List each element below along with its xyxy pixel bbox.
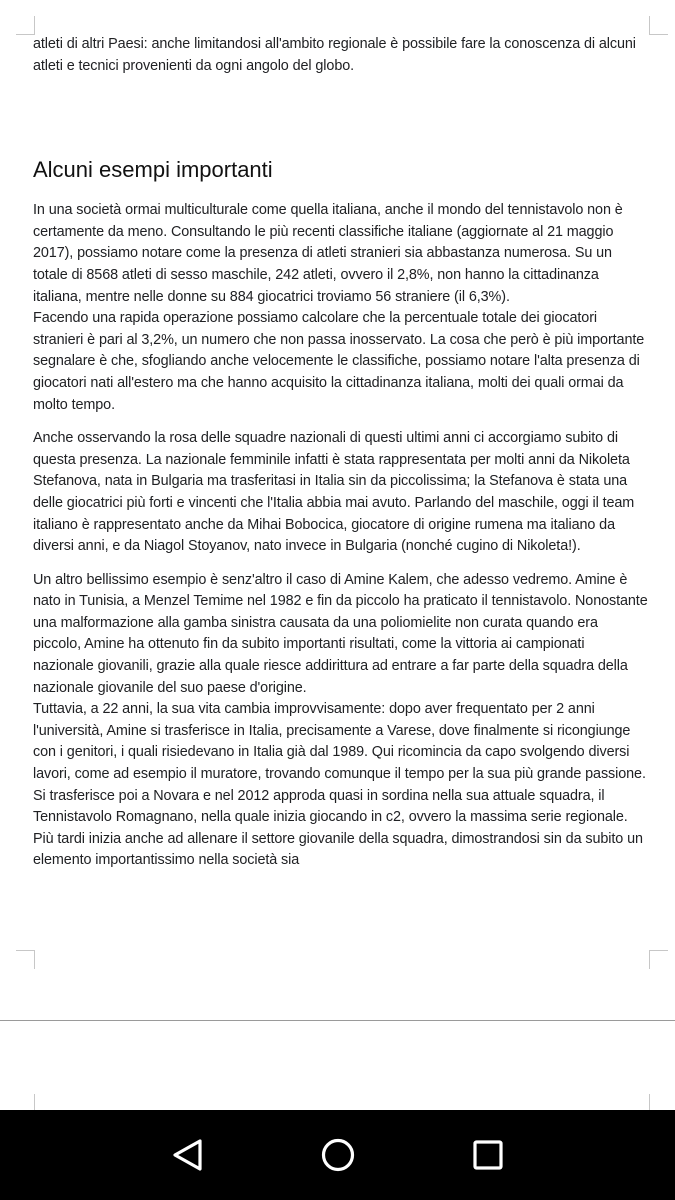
recents-square-icon	[465, 1132, 511, 1178]
back-button[interactable]	[165, 1132, 211, 1178]
page-separator	[0, 1020, 675, 1021]
back-triangle-icon	[165, 1132, 211, 1178]
android-navigation-bar	[0, 1110, 675, 1200]
home-circle-icon	[315, 1132, 361, 1178]
page-corner-mark	[649, 1094, 650, 1110]
paragraph: Facendo una rapida operazione possiamo calcolare che la percentuale totale dei giocatori stranieri è pari al 3,2%, un numero che non passa inosservato. La cosa che però è più importante segnalare è che, sfogliando anche velocemente le classifiche, possiamo notare l'alta presenza di giocatori nati all'estero ma che hanno acquisito la cittadinanza italiana, molti dei quali ormai da molto tempo.	[33, 310, 645, 413]
page-corner-mark	[649, 16, 668, 35]
home-button[interactable]	[315, 1132, 361, 1178]
paragraph-intro-tail: atleti di altri Paesi: anche limitandosi all'ambito regionale è possibile fare la conoscenza di alcuni atleti e tecnici provenienti da ogni angolo del globo.	[33, 36, 636, 74]
paragraph: Tuttavia, a 22 anni, la sua vita cambia improvvisamente: dopo aver frequentato per 2 anni l'università, Amine si trasferisce in Italia, precisamente a Varese, dove finalmente si ricongiunge con i genitori, i quali risiedevano in Italia già dal 1989. Qui ricomincia da capo svolgendo diversi lavori, come ad esempio il muratore, trovando comunque il tempo per la sua più grande passione. Si trasferisce poi a Novara e nel 2012 approda quasi in sordina nella sua attuale squadra, il Tennistavolo Romagnano, nella quale inizia giocando in c2, ovvero la massima serie regionale. Più tardi inizia anche ad allenare il settore giovanile della squadra, dimostrandosi sin da subito un elemento importantissimo nella società sia	[33, 701, 646, 869]
paragraph: In una società ormai multiculturale come quella italiana, anche il mondo del tennistavolo non è certamente da meno. Consultando le più recenti classifiche italiane (aggiornate al 21 maggio 2017), possiamo notare come la presenza di atleti stranieri sia abbastanza numerosa. Su un totale di 8568 atleti di sesso maschile, 242 atleti, ovvero il 2,8%, non hanno la cittadinanza italiana, mentre nelle donne su 884 giocatrici troviamo 56 straniere (il 6,3%).	[33, 202, 623, 305]
paragraph: Anche osservando la rosa delle squadre nazionali di questi ultimi anni ci accorgiamo subito di questa presenza. La nazionale femminile infatti è stata rappresentata per molti anni da Nikoleta Stefanova, nata in Bulgaria ma trasferitasi in Italia sin da piccolissima; la Stefanova è stata una delle giocatrici più forti e vincenti che l'Italia abbia mai avuto. Parlando del maschile, oggi il team italiano è rappresentato anche da Mihai Bobocica, giocatore di origine rumena ma italiano da diversi anni, e da Niagol Stoyanov, nato invece in Bulgaria (nonché cugino di Nikoleta!).	[33, 430, 635, 555]
recents-button[interactable]	[465, 1132, 511, 1178]
document-body[interactable]	[33, 34, 649, 872]
section-heading: Alcuni esempi importanti	[33, 157, 273, 183]
paragraph: Un altro bellissimo esempio è senz'altro il caso di Amine Kalem, che adesso vedremo. Amine è nato in Tunisia, a Menzel Temime nel 1982 e fin da piccolo ha praticato il tennistavolo. Nonostante una malformazione alla gamba sinistra causata da una poliomielite non curata quando era piccolo, Amine ha ottenuto fin da subito importanti risultati, come la vittoria ai campionati nazionale giovanili, grazie alla quale riesce addirittura ad entrare a far parte della squadra della nazionale giovanile del suo paese d'origine.	[33, 571, 648, 696]
page-corner-mark	[34, 1094, 35, 1110]
page-corner-mark	[16, 16, 35, 35]
page-corner-mark	[16, 950, 35, 969]
page-corner-mark	[649, 950, 668, 969]
